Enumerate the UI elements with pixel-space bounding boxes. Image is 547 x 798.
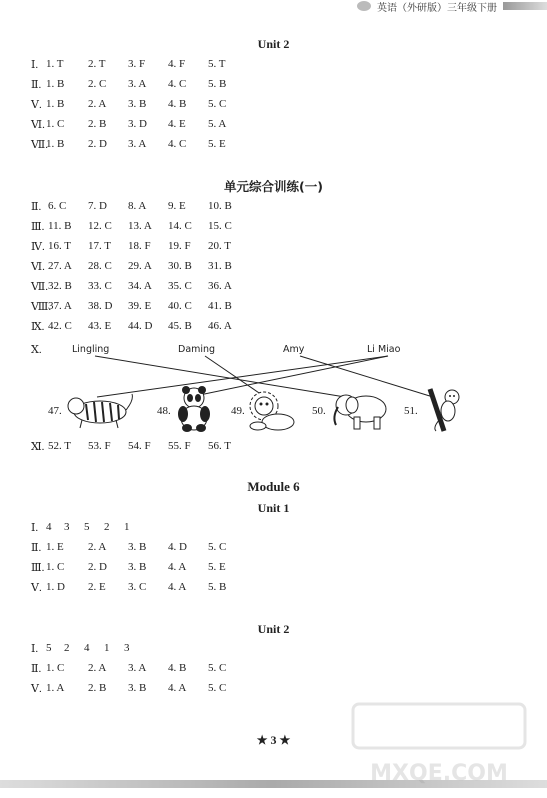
answer-item: 9. E — [168, 200, 186, 212]
answer-item: 3 — [124, 642, 130, 654]
answer-item: 1 — [104, 642, 110, 654]
answer-item: 17. T — [88, 240, 112, 252]
module-title: Module 6 — [247, 479, 300, 494]
answer-item: 53. F — [88, 440, 111, 452]
answer-item: 5. C — [208, 682, 227, 694]
answer-item: 39. E — [128, 300, 152, 312]
answer-item: 1. E — [46, 541, 64, 553]
answer-item: 13. A — [128, 220, 152, 232]
match-number-48: 48. — [157, 405, 171, 417]
answer-item: 18. F — [128, 240, 151, 252]
row-label: Ⅱ. — [31, 542, 42, 554]
review-title: 单元综合训练(一) — [224, 179, 323, 194]
unit-title: Unit 2 — [257, 37, 290, 51]
answer-item: 4. C — [168, 78, 187, 90]
match-number-49: 49. — [231, 405, 245, 417]
row-label: Ⅲ. — [31, 221, 45, 233]
answer-item: 1. C — [46, 662, 65, 674]
match-number-51: 51. — [404, 405, 418, 417]
answer-item: 3. C — [128, 581, 147, 593]
answer-item: 15. C — [208, 220, 232, 232]
answer-item: 3. B — [128, 98, 147, 110]
answer-item: 8. A — [128, 200, 147, 212]
lion-icon — [246, 390, 298, 432]
row-label: Ⅵ. — [31, 261, 45, 273]
answer-item: 54. F — [128, 440, 151, 452]
answer-item: 4. E — [168, 118, 186, 130]
answer-item: 2. B — [88, 118, 107, 130]
row-label: Ⅰ. — [31, 59, 39, 71]
answer-item: 2 — [64, 642, 70, 654]
answer-item: 3. F — [128, 58, 146, 70]
answer-item: 3. B — [128, 682, 147, 694]
answer-item: 34. A — [128, 280, 152, 292]
answer-item: 45. B — [168, 320, 192, 332]
answer-item: 2 — [104, 521, 110, 533]
tiger-icon — [66, 390, 136, 430]
name-li-miao: Li Miao — [367, 344, 401, 355]
answer-item: 1. C — [46, 118, 65, 130]
answer-item: 27. A — [48, 260, 72, 272]
row-label: Ⅰ. — [31, 522, 39, 534]
answer-item: 7. D — [88, 200, 107, 212]
svg-text:MXQE.COM: MXQE.COM — [370, 761, 508, 786]
answer-item: 4. B — [168, 662, 187, 674]
answer-item: 3 — [64, 521, 70, 533]
page-number: ★ 3 ★ — [256, 733, 291, 747]
row-label: Ⅴ. — [31, 582, 42, 594]
name-lingling: Lingling — [72, 344, 110, 355]
answer-item: 19. F — [168, 240, 191, 252]
answer-item: 55. F — [168, 440, 191, 452]
watermark-logo — [349, 700, 529, 790]
row-label: Ⅵ. — [31, 119, 45, 131]
answer-item: 2. E — [88, 581, 106, 593]
row-label: Ⅴ. — [31, 683, 42, 695]
answer-item: 2. C — [88, 78, 107, 90]
answer-item: 5. E — [208, 138, 226, 150]
answer-item: 5. E — [208, 561, 226, 573]
answer-item: 5. C — [208, 98, 227, 110]
answer-item: 5. B — [208, 78, 227, 90]
answer-item: 33. C — [88, 280, 112, 292]
answer-item: 3. A — [128, 662, 147, 674]
answer-item: 4. A — [168, 682, 187, 694]
panda-icon — [174, 386, 216, 432]
answer-item: 5. C — [208, 662, 227, 674]
answer-item: 1. B — [46, 78, 65, 90]
answer-item: 3. B — [128, 561, 147, 573]
answer-item: 2. A — [88, 662, 107, 674]
row-label: Ⅴ. — [31, 99, 42, 111]
answer-item: 1. D — [46, 581, 65, 593]
answer-item: 5. A — [208, 118, 227, 130]
row-label: Ⅲ. — [31, 562, 45, 574]
row-label: Ⅺ. — [31, 441, 45, 453]
answer-item: 29. A — [128, 260, 152, 272]
answer-item: 56. T — [208, 440, 232, 452]
answer-item: 4. A — [168, 581, 187, 593]
answer-item: 42. C — [48, 320, 72, 332]
answer-item: 20. T — [208, 240, 232, 252]
answer-item: 31. B — [208, 260, 232, 272]
answer-item: 41. B — [208, 300, 232, 312]
row-label: Ⅷ. — [31, 301, 52, 313]
row-label: Ⅰ. — [31, 643, 39, 655]
answer-item: 12. C — [88, 220, 112, 232]
answer-item: 40. C — [168, 300, 192, 312]
answer-item: 1 — [124, 521, 130, 533]
answer-item: 2. D — [88, 138, 107, 150]
answer-item: 30. B — [168, 260, 192, 272]
monkey-icon — [422, 387, 468, 433]
answer-item: 1. B — [46, 138, 65, 150]
answer-item: 46. A — [208, 320, 232, 332]
answer-item: 2. D — [88, 561, 107, 573]
answer-item: 5. C — [208, 541, 227, 553]
answer-item: 2. A — [88, 98, 107, 110]
unit-title: Unit 1 — [257, 501, 290, 515]
answer-item: 4. A — [168, 561, 187, 573]
elephant-icon — [330, 391, 390, 431]
answer-item: 16. T — [48, 240, 72, 252]
row-label: Ⅶ. — [31, 281, 48, 293]
answer-item: 5 — [84, 521, 90, 533]
answer-item: 2. T — [88, 58, 106, 70]
answer-item: 44. D — [128, 320, 153, 332]
answer-item: 5 — [46, 642, 52, 654]
answer-item: 14. C — [168, 220, 192, 232]
answer-item: 5. T — [208, 58, 226, 70]
answer-item: 4. C — [168, 138, 187, 150]
answer-item: 10. B — [208, 200, 232, 212]
answer-item: 28. C — [88, 260, 112, 272]
answer-item: 36. A — [208, 280, 232, 292]
answer-item: 4. F — [168, 58, 186, 70]
row-label: Ⅳ. — [31, 241, 45, 253]
book-title: 英语（外研版）三年级下册 — [377, 2, 497, 14]
answer-item: 3. A — [128, 138, 147, 150]
row-label: Ⅸ. — [31, 321, 45, 333]
answer-item: 35. C — [168, 280, 192, 292]
answer-item: 3. D — [128, 118, 147, 130]
answer-item: 5. B — [208, 581, 227, 593]
row-label: Ⅱ. — [31, 201, 42, 213]
answer-item: 11. B — [48, 220, 72, 232]
row-label: Ⅱ. — [31, 663, 42, 675]
name-amy: Amy — [283, 344, 305, 355]
match-number-47: 47. — [48, 405, 62, 417]
match-number-50: 50. — [312, 405, 326, 417]
answer-item: 1. C — [46, 561, 65, 573]
answer-item: 1. A — [46, 682, 65, 694]
answer-item: 38. D — [88, 300, 113, 312]
answer-item: 37. A — [48, 300, 72, 312]
answer-item: 2. A — [88, 541, 107, 553]
answer-item: 4 — [84, 642, 90, 654]
name-daming: Daming — [178, 344, 216, 355]
row-label: Ⅱ. — [31, 79, 42, 91]
answer-item: 43. E — [88, 320, 112, 332]
answer-item: 1. B — [46, 98, 65, 110]
unit-title: Unit 2 — [257, 622, 290, 636]
answer-item: 4. D — [168, 541, 187, 553]
row-label: Ⅶ. — [31, 139, 48, 151]
answer-item: 4. B — [168, 98, 187, 110]
answer-item: 1. T — [46, 58, 64, 70]
answer-item: 3. A — [128, 78, 147, 90]
answer-item: 6. C — [48, 200, 67, 212]
answer-item: 52. T — [48, 440, 72, 452]
answer-item: 2. B — [88, 682, 107, 694]
answer-item: 3. B — [128, 541, 147, 553]
answer-item: 4 — [46, 521, 52, 533]
answer-item: 32. B — [48, 280, 72, 292]
